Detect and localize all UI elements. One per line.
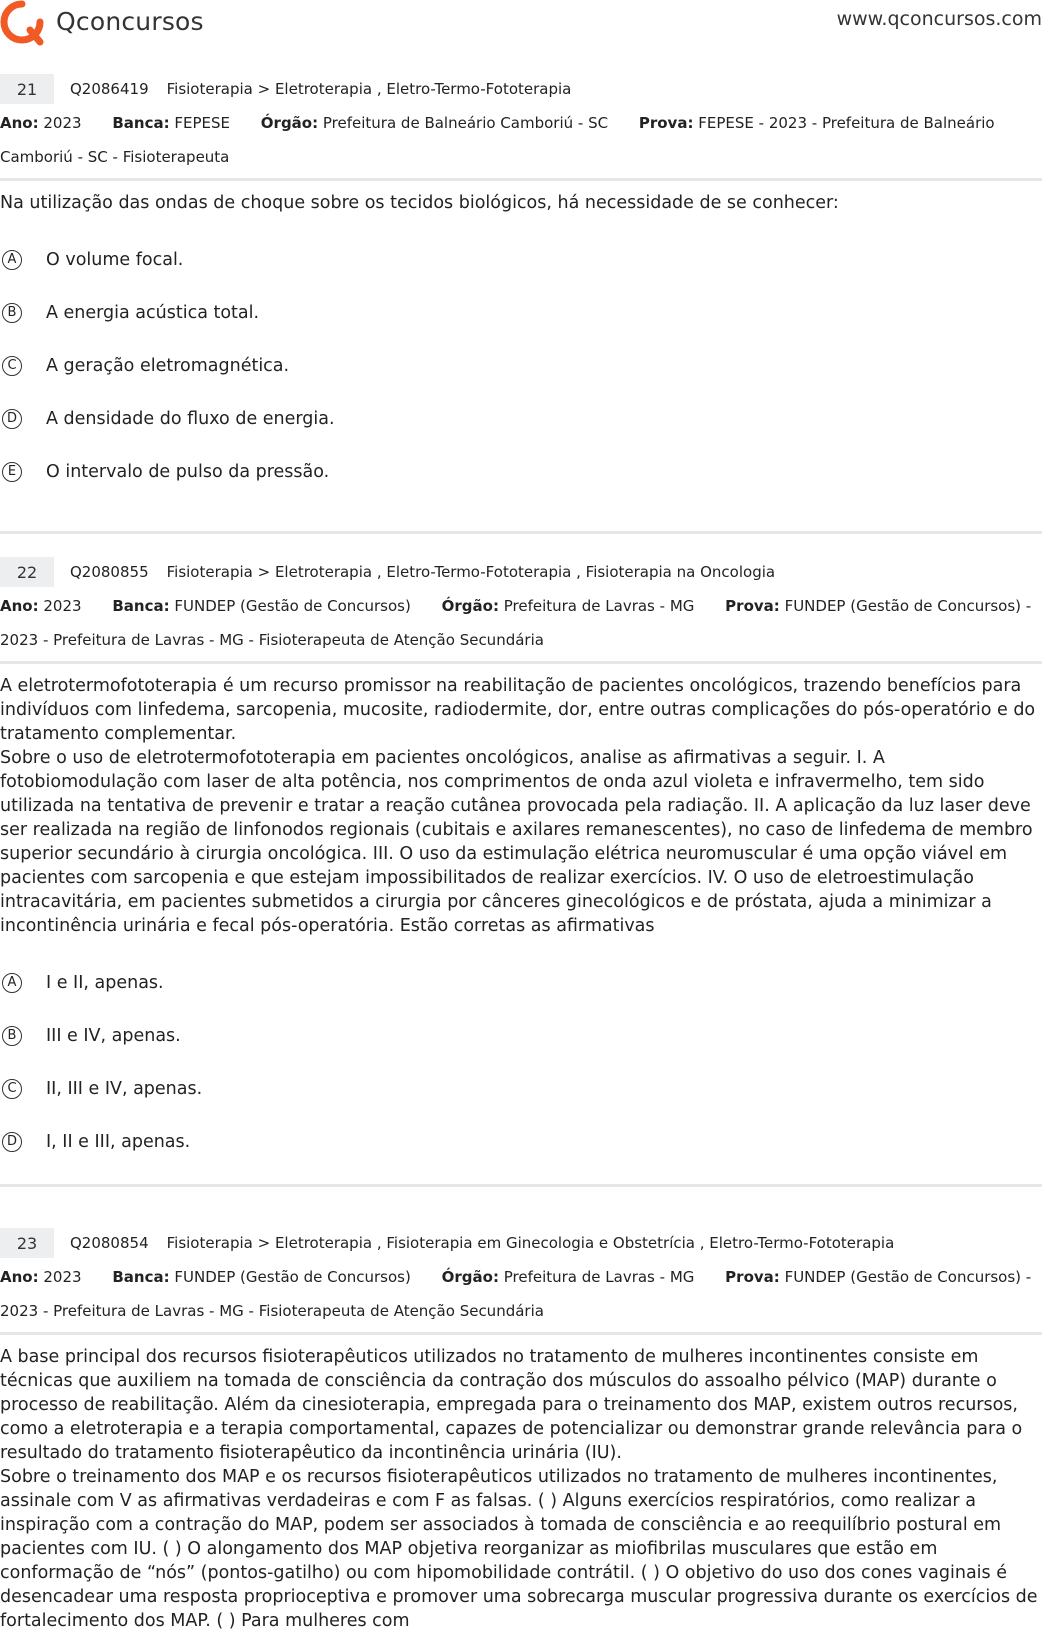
option-d[interactable]: [0, 1115, 1042, 1168]
question-statement: [0, 674, 1042, 938]
question-header: [0, 557, 1042, 587]
option-b[interactable]: [0, 286, 1042, 339]
question-number: 21: [0, 74, 54, 104]
question-header: [0, 1228, 1042, 1258]
statement-paragraph: A base principal dos recursos fisioterapêuticos utilizados no tratamento de mulheres incontinentes consiste em técnicas que auxiliem na tomada de consciência da contração dos músculos do assoalho pélvico (MAP) durante o processo de reabilitação. Além da cinesioterapia, empregada para o treinamento dos MAP, existem outros recursos, como a eletroterapia e a terapia comportamental, capazes de potencializar ou demonstrar grande relevância para o resultado do tratamento fisioterapêutico da incontinência urinária (IU).: [0, 1347, 1023, 1463]
question-card: [0, 1228, 1042, 1633]
meta-prova[interactable]: FUNDEP (Gestão de Concursos) - 2023 - Prefeitura de Lavras - MG - Fisioterapeuta de Atenção Secundária: [0, 1268, 1032, 1320]
meta-orgao-label: Órgão:: [260, 114, 319, 132]
site-url[interactable]: www.qconcursos.com: [836, 8, 1042, 30]
question-card: [0, 74, 1042, 498]
statement-paragraph: Sobre o uso de eletrotermofototerapia em pacientes oncológicos, analise as afirmativas a seguir. I. A fotobiomodulação com laser de alta potência, nos comprimentos de onda azul violeta e infravermelho, tem sido utilizada na tentativa de prevenir e tratar a reação cutânea provocada pela radiação. II. A aplicação da luz laser deve ser realizada na região de linfonodos regionais (cubitais e axilares remanescentes), no caso de linfedema de membro superior secundário à cirurgia oncológica. III. O uso da estimulação elétrica neuromuscular é uma opção viável em pacientes com sarcopenia e que estejam impossibilitados de realizar exercícios. IV. O uso de eletroestimulação intracavitária, em pacientes submetidos a cirurgia por cânceres ginecológicos e de próstata, ajuda a minimizar a incontinência urinária e fecal pós-operatória. Estão corretas as afirmativas: [0, 748, 1033, 936]
question-number: 23: [0, 1228, 54, 1258]
option-a[interactable]: [0, 956, 1042, 1009]
meta-prova-label: Prova:: [725, 597, 780, 615]
option-text: A energia acústica total.: [46, 302, 260, 323]
option-letter-circle[interactable]: B: [2, 303, 22, 323]
meta-prova[interactable]: FEPESE - 2023 - Prefeitura de Balneário Camboriú - SC - Fisioterapeuta: [0, 114, 995, 166]
option-text: I, II e III, apenas.: [46, 1131, 191, 1152]
statement-paragraph: A eletrotermofototerapia é um recurso promissor na reabilitação de pacientes oncológicos, trazendo benefícios para indivíduos com linfedema, sarcopenia, mucosite, radiodermite, dor, entre outras complicações do pós-operatório e do tratamento complementar.: [0, 676, 1036, 744]
question-id[interactable]: Q2080854: [70, 1234, 149, 1252]
option-c[interactable]: [0, 339, 1042, 392]
option-letter-circle[interactable]: A: [2, 973, 22, 993]
question-meta: [0, 589, 1042, 657]
meta-orgao-label: Órgão:: [441, 1268, 499, 1286]
statement-paragraph: Sobre o treinamento dos MAP e os recursos fisioterapêuticos utilizados no tratamento de mulheres incontinentes, assinale com V as afirmativas verdadeiras e com F as falsas. ( ) Alguns exercícios respiratórios, como realizar a inspiração com a contração do MAP, podem ser associados à tomada de consciência e ao reequilíbrio postural em pacientes com IU. ( ) O alongamento dos MAP objetiva reorganizar as miofibrilas musculares que estão em conformação de “nós” (pontos-gatilho) ou com hipomobilidade contrátil. ( ) O objetivo do uso dos cones vaginais é desencadear uma resposta proprioceptiva e promover uma sobrecarga muscular progressiva durante os exercícios de fortalecimento dos MAP. ( ) Para mulheres com: [0, 1467, 1038, 1631]
meta-banca-label: Banca:: [112, 597, 170, 615]
meta-banca-label: Banca:: [112, 1268, 170, 1286]
question-header: [0, 74, 1042, 104]
option-letter-circle[interactable]: C: [2, 1079, 22, 1099]
meta-ano-label: Ano:: [0, 114, 39, 132]
option-text: O intervalo de pulso da pressão.: [46, 461, 330, 482]
meta-prova-label: Prova:: [725, 1268, 780, 1286]
option-d[interactable]: [0, 392, 1042, 445]
meta-prova-label: Prova:: [638, 114, 694, 132]
option-letter-circle[interactable]: D: [2, 1132, 22, 1152]
brand-name: Qconcursos: [56, 6, 204, 36]
question-statement: [0, 191, 1042, 215]
question-card: [0, 557, 1042, 1168]
question-statement: [0, 1345, 1042, 1633]
option-c[interactable]: [0, 1062, 1042, 1115]
meta-prova[interactable]: FUNDEP (Gestão de Concursos) - 2023 - Prefeitura de Lavras - MG - Fisioterapeuta de Atenção Secundária: [0, 597, 1032, 649]
question-id[interactable]: Q2080855: [70, 563, 149, 581]
meta-banca[interactable]: FEPESE: [174, 114, 231, 132]
qconcursos-logo-icon: [0, 0, 46, 46]
option-a[interactable]: [0, 233, 1042, 286]
option-letter-circle[interactable]: E: [2, 462, 22, 482]
meta-banca[interactable]: FUNDEP (Gestão de Concursos): [174, 1268, 411, 1286]
statement-paragraph: Na utilização das ondas de choque sobre os tecidos biológicos, há necessidade de se conhecer:: [0, 193, 839, 213]
meta-orgao[interactable]: Prefeitura de Balneário Camboriú - SC: [322, 114, 609, 132]
divider: [0, 1332, 1042, 1335]
meta-orgao-label: Órgão:: [441, 597, 499, 615]
meta-banca[interactable]: FUNDEP (Gestão de Concursos): [174, 597, 411, 615]
question-number: 22: [0, 557, 54, 587]
question-separator: [0, 531, 1042, 534]
option-text: II, III e IV, apenas.: [46, 1078, 203, 1099]
question-subject[interactable]: Fisioterapia > Eletroterapia , Eletro-Termo-Fototerapia , Fisioterapia na Oncologia: [166, 563, 776, 581]
meta-orgao[interactable]: Prefeitura de Lavras - MG: [503, 1268, 695, 1286]
question-id[interactable]: Q2086419: [70, 80, 149, 98]
option-text: I e II, apenas.: [46, 972, 164, 993]
meta-ano: 2023: [43, 597, 82, 615]
option-b[interactable]: [0, 1009, 1042, 1062]
meta-ano-label: Ano:: [0, 597, 39, 615]
question-subject[interactable]: Fisioterapia > Eletroterapia , Eletro-Termo-Fototerapia: [166, 80, 572, 98]
question-separator: [0, 1184, 1042, 1187]
option-letter-circle[interactable]: C: [2, 356, 22, 376]
question-subject[interactable]: Fisioterapia > Eletroterapia , Fisioterapia em Ginecologia e Obstetrícia , Eletro-Termo-Fototerapia: [166, 1234, 895, 1252]
option-letter-circle[interactable]: A: [2, 250, 22, 270]
option-text: A geração eletromagnética.: [46, 355, 290, 376]
option-text: III e IV, apenas.: [46, 1025, 181, 1046]
options-list: [0, 233, 1042, 498]
page-header: [0, 0, 1042, 60]
option-e[interactable]: [0, 445, 1042, 498]
option-text: O volume focal.: [46, 249, 184, 270]
divider: [0, 661, 1042, 664]
divider: [0, 178, 1042, 181]
meta-ano: 2023: [43, 1268, 82, 1286]
meta-banca-label: Banca:: [112, 114, 170, 132]
option-text: A densidade do fluxo de energia.: [46, 408, 335, 429]
question-meta: [0, 1260, 1042, 1328]
question-meta: [0, 106, 1042, 174]
brand-logo[interactable]: [0, 0, 204, 46]
option-letter-circle[interactable]: D: [2, 409, 22, 429]
meta-orgao[interactable]: Prefeitura de Lavras - MG: [503, 597, 695, 615]
meta-ano: 2023: [43, 114, 82, 132]
meta-ano-label: Ano:: [0, 1268, 39, 1286]
options-list: [0, 956, 1042, 1168]
option-letter-circle[interactable]: B: [2, 1026, 22, 1046]
